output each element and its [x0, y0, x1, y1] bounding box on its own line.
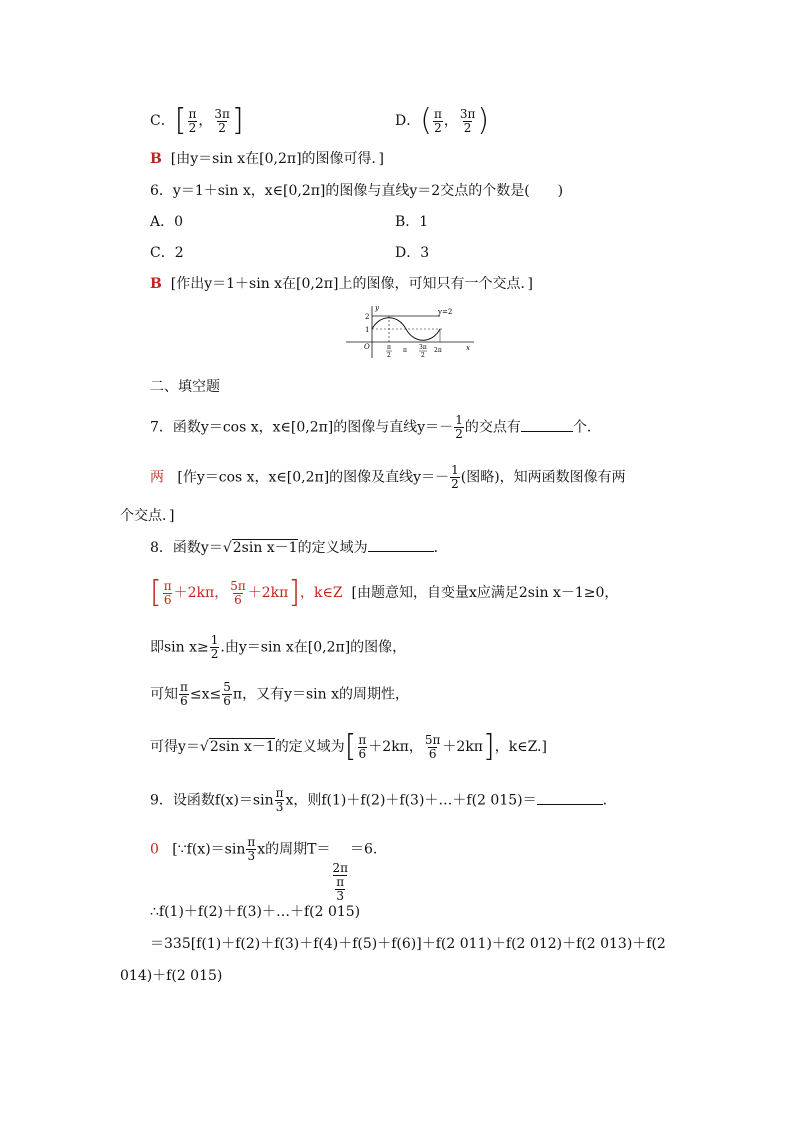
answer-blank [537, 792, 603, 805]
answer-q7-cont: 个交点．] [120, 508, 175, 524]
tick-pi-2-num: π [387, 344, 391, 351]
answer-q6: B [作出y＝1＋sin x在[0,2π]上的图像，可知只有一个交点．] [150, 276, 533, 292]
tick-3pi-2-den: 2 [421, 352, 425, 359]
origin-label: O [364, 343, 370, 351]
tick-pi-2-den: 2 [387, 352, 391, 359]
option-c-q6: C．2 [150, 245, 184, 261]
answer-key: B [150, 276, 162, 292]
question-8: 8．函数y＝√2sin x－1的定义域为 ． [150, 540, 448, 556]
answer-q9-line2: ∴f(1)＋f(2)＋f(3)＋…＋f(2 015) [150, 904, 361, 920]
tick-pi: π [403, 347, 407, 354]
answer-q8-line4: 可得y＝√2sin x－1的定义域为[ $\frac{\pi}{6}$ ＋2kπ， $\frac{5\pi}{6}$ ＋2kπ]，k∈Z.] [150, 729, 547, 764]
answer-q7: 两 [作y＝cos x，x∈[0,2π]的图像及直线y＝－ $\frac{1}{2}$ (图略)，知两函数图像有两 [150, 463, 626, 491]
answer-blank [368, 539, 434, 552]
option-c-q5: C．[ $\frac{\pi}{2}$ ， $\frac{3\pi}{2}$ ] [150, 103, 244, 138]
option-b-q6: B．1 [395, 214, 429, 230]
question-6: 6．y＝1＋sin x，x∈[0,2π]的图像与直线y＝2交点的个数是( ) [150, 183, 564, 199]
y-axis-label: y [375, 304, 379, 312]
question-9: 9．设函数f(x)＝sin $\frac{\pi}{3}$ x，则f(1)＋f(2)＋f(3)＋…＋f(2 015)＝ . [150, 786, 608, 814]
answer-q9-line4: 014)＋f(2 015) [120, 968, 223, 984]
option-d-q5: D．( $\frac{\pi}{2}$ ， $\frac{3\pi}{2}$ ) [395, 103, 490, 138]
line-label: y=2 [438, 308, 453, 316]
tick-1: 1 [365, 326, 370, 334]
tick-2: 2 [365, 313, 370, 321]
answer-q8: [ $\frac{\pi}{6}$ ＋2kπ， $\frac{5\pi}{6}$ ＋2kπ]，k∈Z [由题意知，自变量x应满足2sin x－1≥0， [150, 575, 619, 610]
answer-key: 0 [150, 841, 159, 858]
answer-q8-line3: 可知 $\frac{\pi}{6}$ ≤x≤ $\frac{5}{6}$ π，又有y＝sin x的周期性， [150, 680, 410, 708]
answer-blank [521, 419, 573, 432]
tick-2pi: 2π [434, 347, 442, 354]
option-a-q6: A．0 [150, 214, 184, 230]
answer-q9-line3: ＝335[f(1)＋f(2)＋f(3)＋f(4)＋f(5)＋f(6)]＋f(2 011)＋f(2 012)＋f(2 013)＋f(2 [150, 936, 666, 952]
sine-graph-figure [342, 302, 482, 364]
answer-q9: 0 [∵f(x)＝sin $\frac{\pi}{3}$ x的周期T＝ $\frac{2\pi}{\frac{\pi}{3}}$ ＝6. [150, 835, 378, 903]
option-d-q6: D．3 [395, 245, 430, 261]
answer-key: B [150, 151, 162, 167]
question-7: 7．函数y＝cos x，x∈[0,2π]的图像与直线y＝－ $\frac{1}{2}$ 的交点有 个． [150, 413, 601, 441]
x-axis-label: x [466, 344, 470, 352]
tick-3pi-2-num: 3π [419, 344, 427, 351]
section-heading: 二、填空题 [150, 379, 220, 395]
answer-q8-line2: 即sin x≥ $\frac{1}{2}$ .由y＝sin x在[0,2π]的图像， [150, 633, 407, 661]
answer-q5: B [由y＝sin x在[0,2π]的图像可得．] [150, 151, 384, 167]
answer-key: 两 [150, 469, 164, 486]
